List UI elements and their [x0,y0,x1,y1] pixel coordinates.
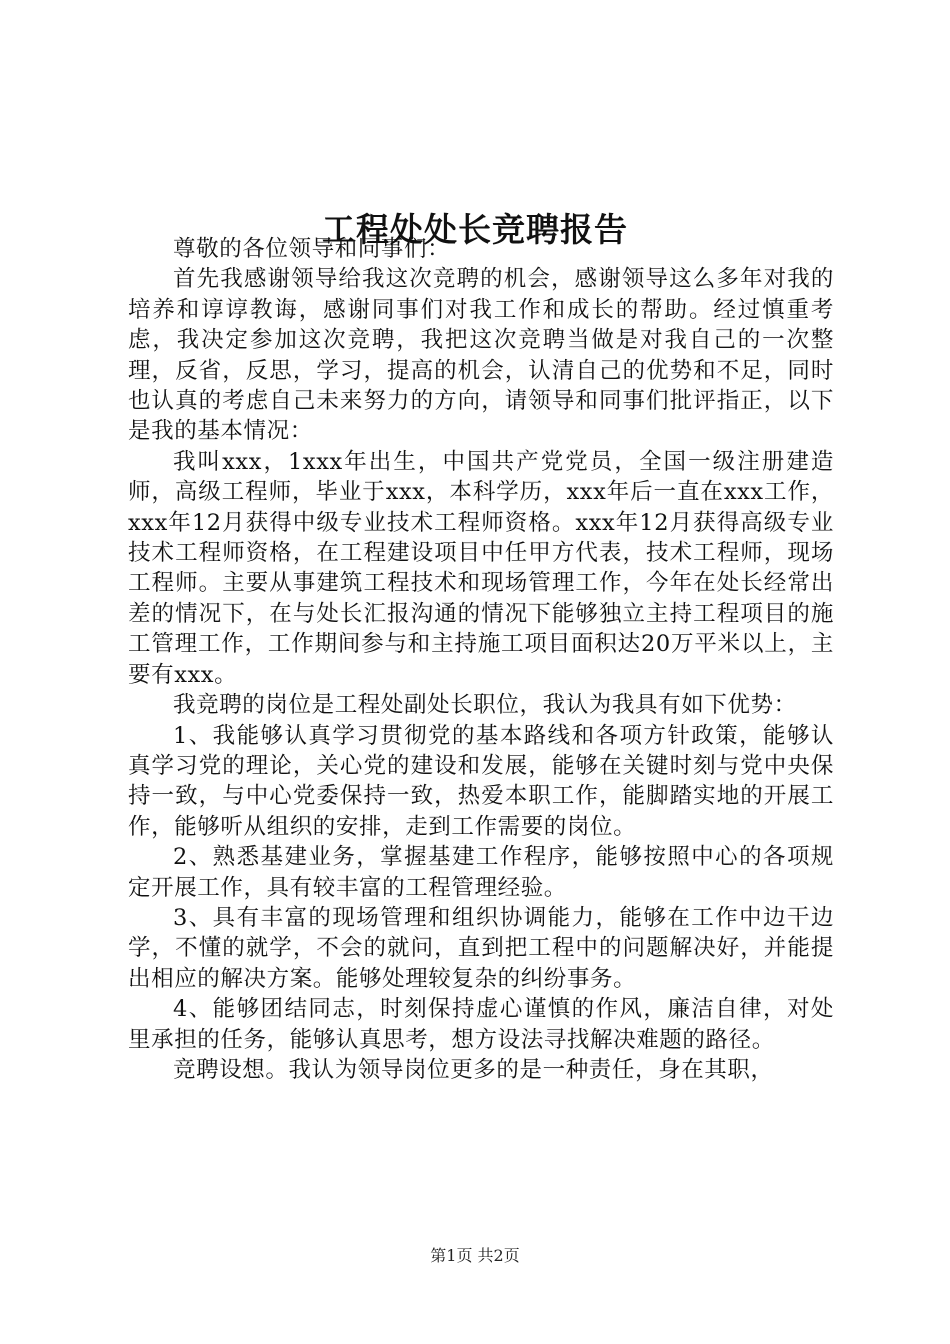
body-paragraph-position: 我竞聘的岗位是工程处副处长职位，我认为我具有如下优势： [173,692,797,719]
advantage-item-1: 1、我能够认真学习贯彻党的基本路线和各项方针政策，能够认真学习党的理论，关心党的建设和发展，能够在关键时刻与党中央保持一致，与中心党委保持一致，热爱本职工作，能脚踏实地的开展工作，能够听从组织的安排，走到工作需要的岗位。 [128,722,834,840]
advantage-item-4: 4、能够团结同志，时刻保持虚心谨慎的作风，廉洁自律，对处里承担的任务，能够认真思考，想方设法寻找解决难题的路径。 [128,996,834,1053]
body-paragraph-background: 我叫xxx，1xxx年出生，中国共产党党员，全国一级注册建造师，高级工程师，毕业于xxx，本科学历，xxx年后一直在xxx工作，xxx年12月获得中级专业技术工程师资格。xxx年12月获得高级专业技术工程师资格，在工程建设项目中任甲方代表，技术工程师，现场工程师。主要从事建筑工程技术和现场管理工作，今年在处长经常出差的情况下，在与处长汇报沟通的情况下能够独立主持工程项目的施工管理工作，工作期间参与和主持施工项目面积达20万平米以上，主要有xxx。 [128,448,834,688]
advantage-item-3: 3、具有丰富的现场管理和组织协调能力，能够在工作中边干边学，不懂的就学，不会的就问，直到把工程中的问题解决好，并能提出相应的解决方案。能够处理较复杂的纠纷事务。 [128,904,834,992]
body-paragraph-vision: 竞聘设想。我认为领导岗位更多的是一种责任，身在其职， [173,1056,774,1083]
document-body [128,234,834,1085]
page-number-footer: 第1页 共2页 [430,1246,520,1265]
body-paragraph-intro: 首先我感谢领导给我这次竞聘的机会，感谢领导这么多年对我的培养和谆谆教诲，感谢同事们对我工作和成长的帮助。经过慎重考虑，我决定参加这次竞聘，我把这次竞聘当做是对我自己的一次整理，反省，反思，学习，提高的机会，认清自己的优势和不足，同时也认真的考虑自己未来努力的方向，请领导和同事们批评指正，以下是我的基本情况： [128,266,834,445]
salutation-paragraph: 尊敬的各位领导和同事们： [173,236,451,262]
advantage-item-2: 2、熟悉基建业务，掌握基建工作程序，能够按照中心的各项规定开展工作，具有较丰富的工程管理经验。 [128,844,834,901]
document-title: 工程处处长竞聘报告 [322,210,628,250]
